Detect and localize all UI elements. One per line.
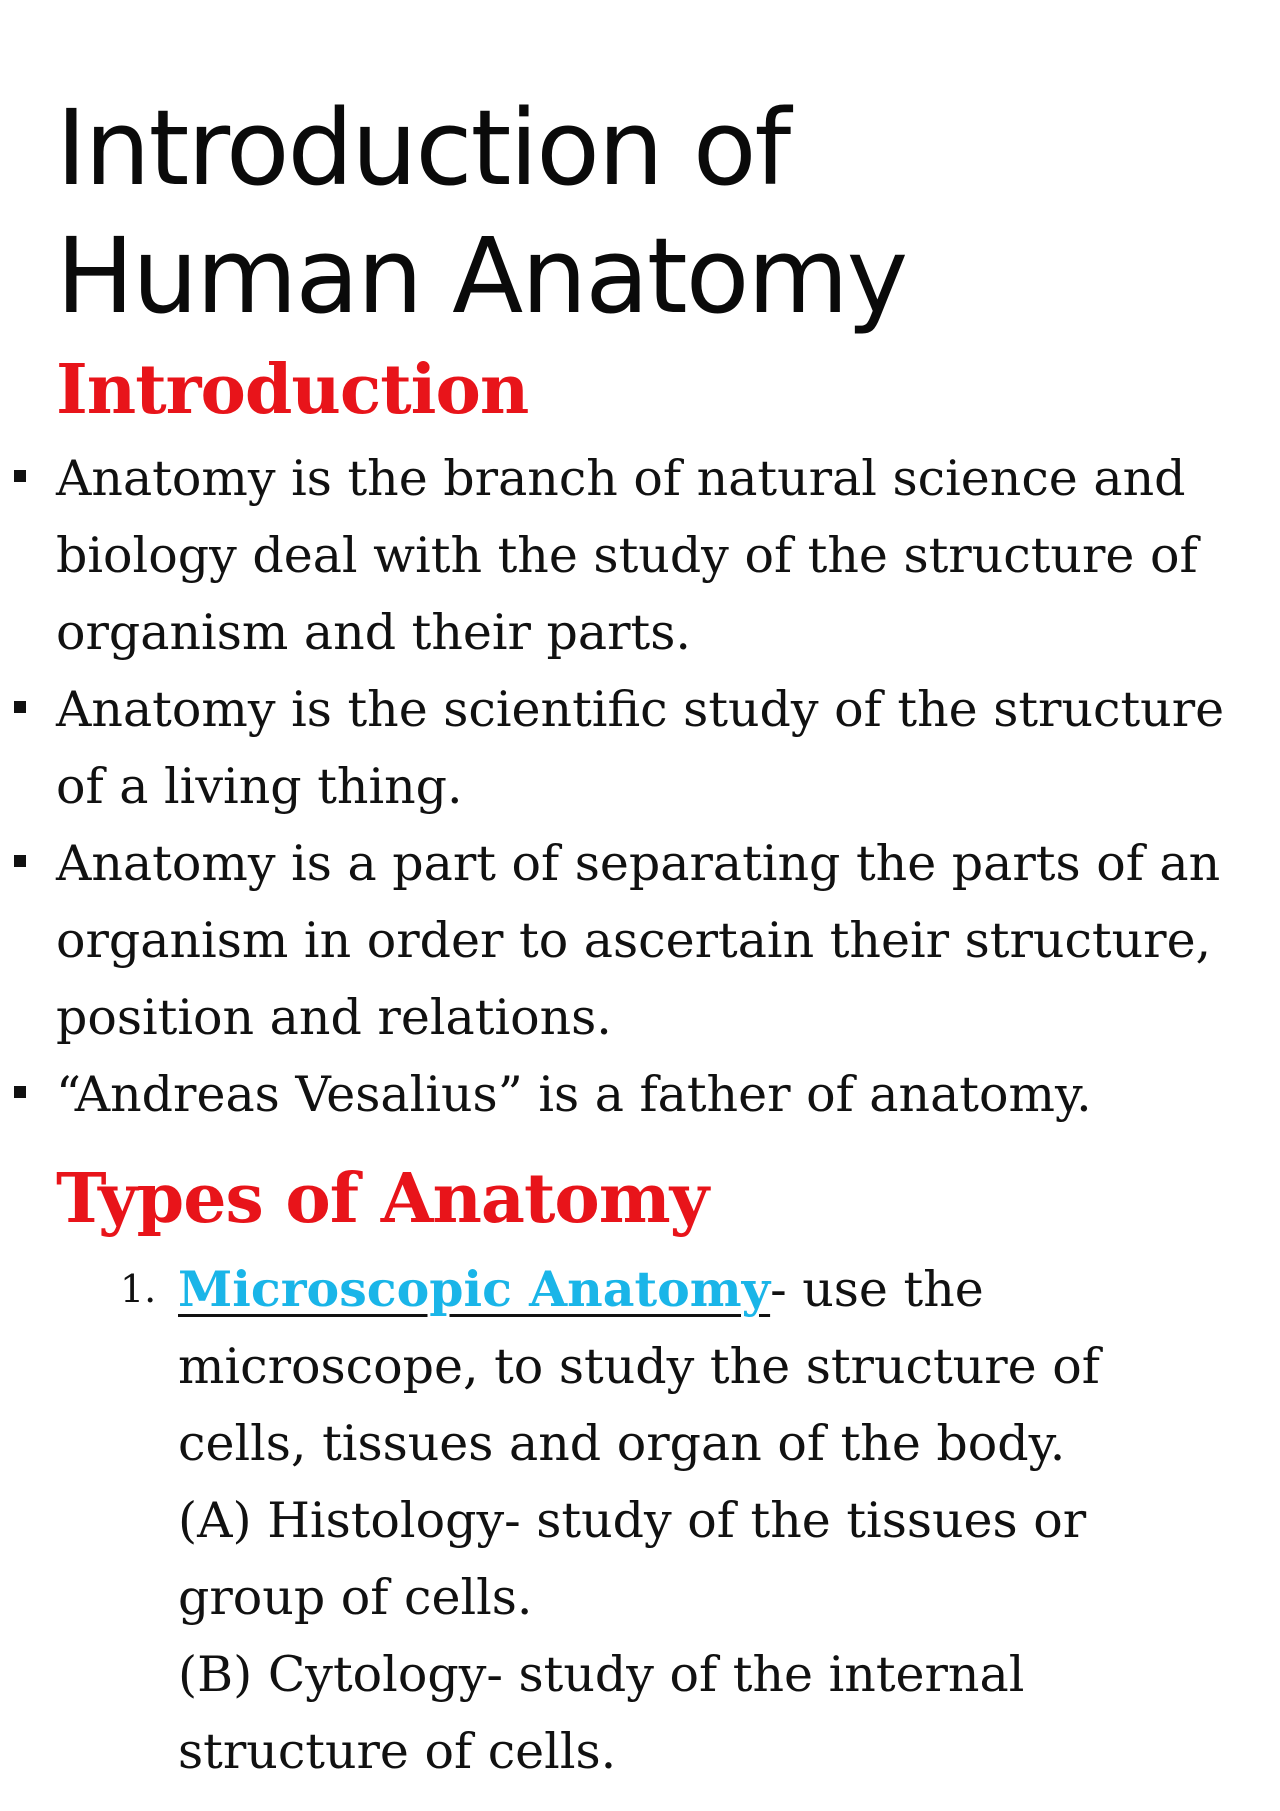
introduction-bullet-list — [56, 440, 1240, 1133]
bullet-text: “Andreas Vesalius” is a father of anatomy. — [56, 1066, 1092, 1123]
list-item — [56, 671, 1240, 825]
subitem-cytology: (B) Cytology- study of the internal structure of cells. — [178, 1646, 1025, 1780]
bullet-text: Anatomy is the branch of natural science and biology deal with the study of the structure of organism and their parts. — [56, 450, 1198, 661]
list-item — [56, 825, 1240, 1056]
subitem-histology: (A) Histology- study of the tissues or group of cells. — [178, 1492, 1087, 1626]
introduction-heading: Introduction — [56, 350, 529, 430]
bullet-text: Anatomy is a part of separating the parts of an organism in order to ascertain their structure, position and relations. — [56, 835, 1221, 1046]
document-title — [56, 84, 1240, 340]
type-term-link[interactable]: Microscopic Anatomy — [178, 1260, 771, 1318]
document-title-line-2: Human Anatomy — [56, 215, 907, 337]
types-heading: Types of Anatomy — [56, 1159, 709, 1239]
list-number: 1. — [120, 1267, 157, 1311]
type-description: - use the microscope, to study the structure of cells, tissues and organ of the body. — [178, 1261, 1100, 1472]
document-title-line-1: Introduction of — [56, 87, 790, 209]
list-item — [56, 1056, 1240, 1133]
bullet-text: Anatomy is the scientific study of the structure of a living thing. — [56, 681, 1225, 815]
square-bullet-icon — [14, 470, 26, 482]
types-numbered-list — [56, 1251, 1240, 1790]
square-bullet-icon — [14, 1086, 26, 1098]
square-bullet-icon — [14, 855, 26, 867]
list-item — [120, 1251, 1240, 1790]
list-item — [56, 440, 1240, 671]
square-bullet-icon — [14, 701, 26, 713]
